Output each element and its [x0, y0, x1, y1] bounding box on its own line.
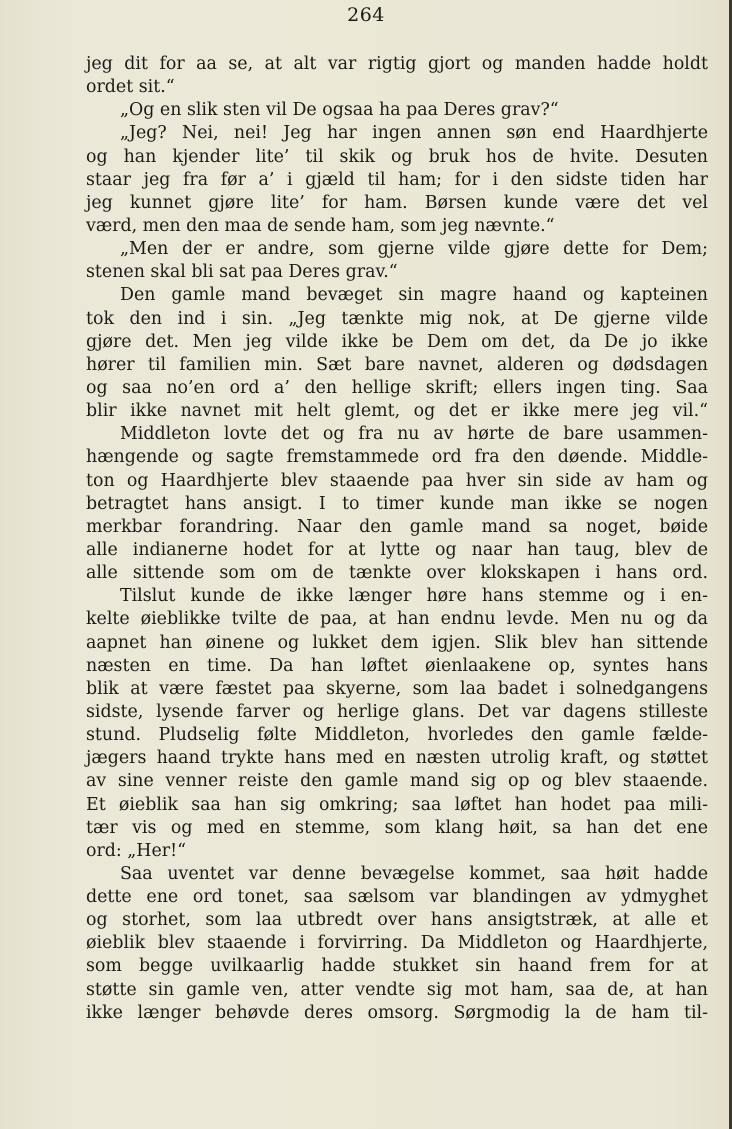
- text-line: merkbar forandring. Naar den gamle mand sa noget, bøide: [86, 516, 708, 537]
- page-number: 264: [347, 4, 385, 26]
- text-line: ton og Haardhjerte blev staaende paa hver sin side av ham og: [86, 470, 708, 491]
- text-line: som begge uvilkaarlig hadde stukket sin haand frem for at: [86, 956, 708, 977]
- text-line: av sine venner reiste den gamle mand sig op og blev staaende.: [86, 771, 708, 792]
- text-line: Et øieblik saa han sig omkring; saa løftet han hodet paa mili-: [86, 794, 708, 815]
- text-line: „Men der er andre, som gjerne vilde gjøre dette for Dem;: [120, 239, 708, 260]
- text-line: Saa uventet var denne bevægelse kommet, saa høit hadde: [120, 863, 708, 884]
- text-line: alle indianerne hodet for at lytte og naar han taug, blev de: [86, 539, 708, 560]
- text-line: hængende og sagte fremstammede ord fra den døende. Middle-: [86, 447, 708, 468]
- text-line: og storhet, som laa utbredt over hans ansigtstræk, at alle et: [86, 910, 708, 931]
- text-line: jeg kunnet gjøre lite’ for ham. Børsen kunde være det vel: [86, 192, 708, 213]
- text-line: kelte øieblikke tvilte de paa, at han endnu levde. Men nu og da: [86, 609, 708, 630]
- text-line: og han kjender lite’ til skik og bruk hos de hvite. Desuten: [86, 146, 708, 167]
- text-line: jeg dit for aa se, at alt var rigtig gjort og manden hadde holdt: [86, 54, 708, 74]
- text-line: Tilslut kunde de ikke længer høre hans stemme og i en-: [120, 586, 708, 607]
- text-line: jægers haand trykte hans med en næsten utrolig kraft, og støttet: [86, 748, 708, 769]
- text-line: hører til familien min. Sæt bare navnet, alderen og dødsdagen: [86, 354, 708, 375]
- text-line: ord: „Her!“: [86, 840, 186, 861]
- text-line: betragtet hans ansigt. I to timer kunde man ikke se nogen: [86, 493, 708, 514]
- text-line: tok den ind i sin. „Jeg tænkte mig nok, at De gjerne vilde: [86, 308, 708, 329]
- text-line: stenen skal bli sat paa Deres grav.“: [86, 262, 398, 283]
- text-line: alle sittende som om de tænkte over klokskapen i hans ord.: [86, 563, 708, 584]
- text-line: og saa no’en ord a’ den hellige skrift; ellers ingen ting. Saa: [86, 377, 708, 398]
- text-line: Middleton lovte det og fra nu av hørte de bare usammen-: [120, 424, 708, 445]
- text-line: blik at være fæstet paa skyerne, som laa badet i solnedgangens: [86, 678, 708, 699]
- text-line: gjøre det. Men jeg vilde ikke be Dem om det, da De jo ikke: [86, 331, 708, 352]
- text-line: Den gamle mand bevæget sin magre haand og kapteinen: [120, 285, 708, 306]
- text-line: tær vis og med en stemme, som klang høit, sa han det ene: [86, 817, 708, 838]
- text-line: øieblik blev staaende i forvirring. Da Middleton og Haardhjerte,: [86, 933, 708, 954]
- text-line: dette ene ord tonet, saa sælsom var blandingen av ydmyghet: [86, 887, 708, 908]
- text-line: aapnet han øinene og lukket dem igjen. Slik blev han sittende: [86, 632, 708, 653]
- text-line: ikke længer behøvde deres omsorg. Sørgmodig la de ham til-: [86, 1002, 708, 1023]
- text-line: „Jeg? Nei, nei! Jeg har ingen annen søn end Haardhjerte: [120, 123, 708, 144]
- text-line: støtte sin gamle ven, atter vendte sig mot ham, saa de, at han: [86, 979, 708, 1000]
- text-line: ordet sit.“: [86, 77, 175, 98]
- text-line: stund. Pludselig følte Middleton, hvorledes den gamle fælde-: [86, 725, 708, 746]
- text-line: staar jeg fra før a’ i gjæld til ham; for i den sidste tiden har: [86, 169, 708, 190]
- text-line: værd, men den maa de sende ham, som jeg nævnte.“: [86, 215, 555, 236]
- body-text: [86, 53, 708, 1025]
- text-line: blir ikke navnet mit helt glemt, og det er ikke mere jeg vil.“: [86, 401, 708, 422]
- text-line: sidste, lysende farver og herlige glans. Det var dagens stilleste: [86, 701, 708, 722]
- text-line: „Og en slik sten vil De ogsaa ha paa Deres grav?“: [120, 100, 559, 121]
- text-line: næsten en time. Da han løftet øienlaakene op, syntes hans: [86, 655, 708, 676]
